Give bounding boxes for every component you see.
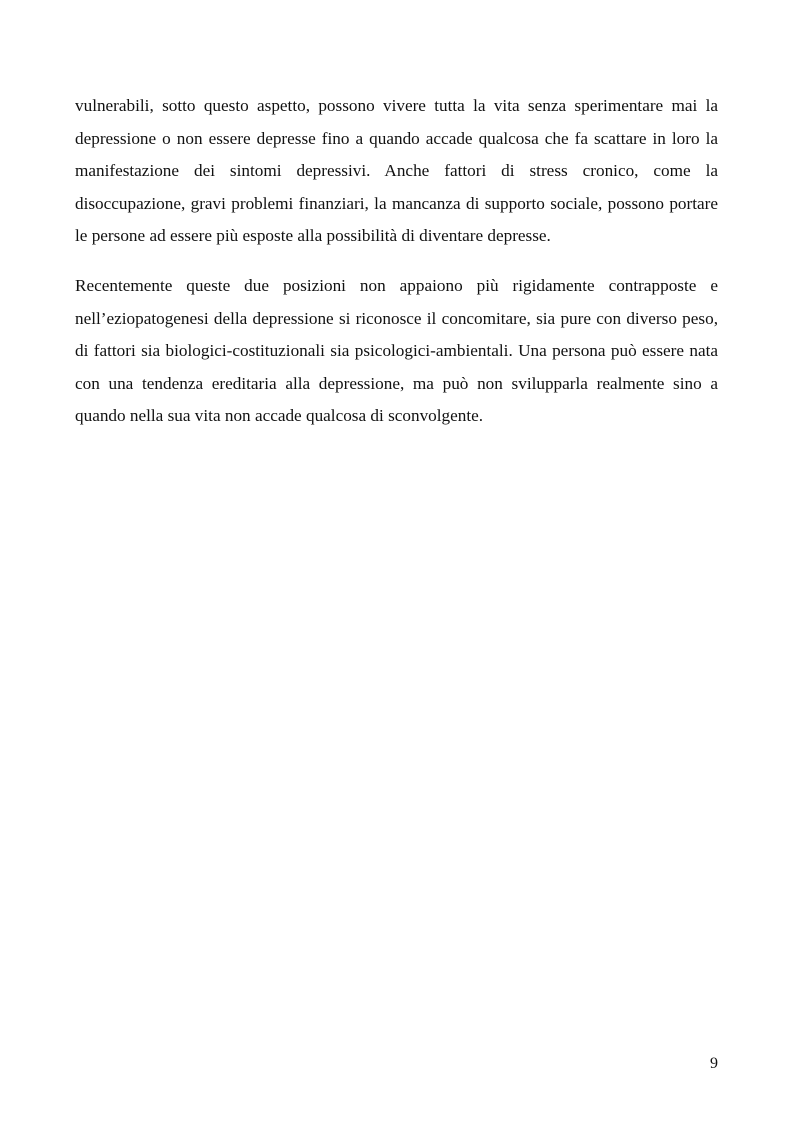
paragraph-2: Recentemente queste due posizioni non appaiono più rigidamente contrapposte e nell’eziopatogenesi della depressione si riconosce il concomitare, sia pure con diverso peso, di fattori sia biologici-costituzionali sia psicologici-ambientali. Una persona può essere nata con una tendenza ereditaria alla depressione, ma può non svilupparla realmente sino a quando nella sua vita non accade qualcosa di sconvolgente. xyxy=(75,275,718,426)
body-text xyxy=(75,90,718,433)
page-number: 9 xyxy=(710,1055,718,1072)
paragraph-1: vulnerabili, sotto questo aspetto, possono vivere tutta la vita senza sperimentare mai la depressione o non essere depresse fino a quando accade qualcosa che fa scattare in loro la manifestazione dei sintomi depressivi. Anche fattori di stress cronico, come la disoccupazione, gravi problemi finanziari, la mancanza di supporto sociale, possono portare le persone ad essere più esposte alla possibilità di diventare depresse. xyxy=(75,96,718,246)
